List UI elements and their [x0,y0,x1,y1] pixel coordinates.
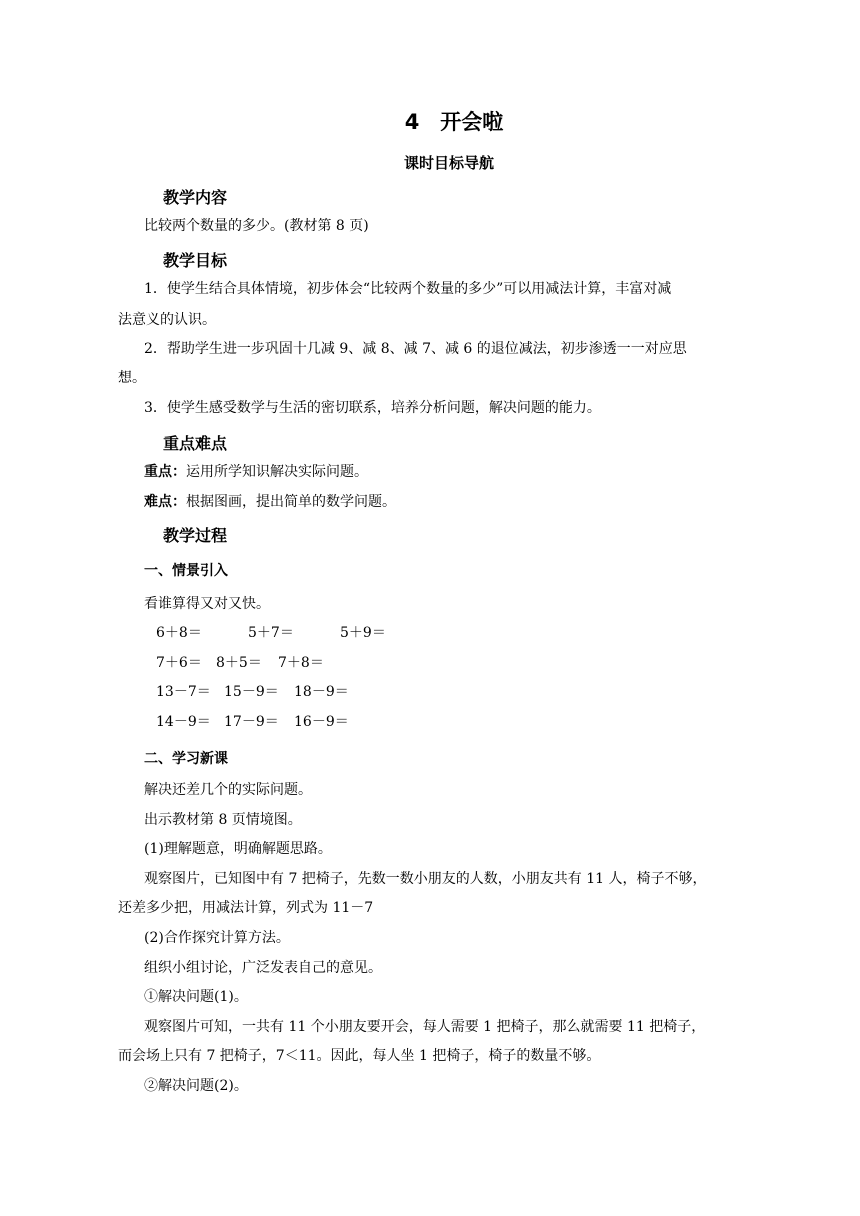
paragraph: 解决还差几个的实际问题。 [144,782,312,798]
paragraph: 观察图片可知，一共有 11 个小朋友要开会，每人需要 1 把椅子，那么就需要 11 把椅子， [144,1019,706,1035]
exercise-item: 16－9＝ [294,714,349,730]
exercise-item: 8＋5＝ [216,655,262,671]
exercise-item: 14－9＝ [156,714,211,730]
heading-key-points: 重点难点 [163,434,228,453]
exercise-item: 7＋8＝ [278,655,324,671]
paragraph: 组织小组讨论，广泛发表自己的意见。 [144,960,382,976]
paragraph: ②解决问题(2)。 [144,1078,248,1094]
exercise-item: 7＋6＝ [156,655,202,671]
goal-3: 3．使学生感受数学与生活的密切联系，培养分析问题，解决问题的能力。 [144,400,601,416]
lesson-subtitle: 课时目标导航 [403,154,494,172]
paragraph: 而会场上只有 7 把椅子，7＜11。因此，每人坐 1 把椅子，椅子的数量不够。 [118,1048,601,1064]
difficulty-text: 根据图画，提出简单的数学问题。 [186,494,396,510]
key-point [144,462,368,482]
exercise-item: 13－7＝ [156,684,211,700]
goal-1-line-1: 1．使学生结合具体情境，初步体会“比较两个数量的多少”可以用减法计算，丰富对减 [144,281,672,297]
heading-part-1: 一、情景引入 [144,563,228,579]
exercise-row [156,623,386,643]
paragraph: (2)合作探究计算方法。 [144,930,290,946]
lesson-title: 4 开会啦 [404,110,504,134]
exercise-item: 5＋9＝ [340,625,386,641]
exercise-row [156,682,349,702]
content-text: 比较两个数量的多少。(教材第 8 页) [144,218,369,234]
exercise-item: 15－9＝ [224,684,279,700]
exercise-item: 5＋7＝ [248,625,294,641]
heading-content: 教学内容 [163,188,228,207]
exercise-row [156,712,349,732]
part-1-text: 看谁算得又对又快。 [144,596,270,612]
difficulty-point [144,492,396,512]
difficulty-label: 难点： [144,494,186,510]
exercise-item: 18－9＝ [294,684,349,700]
goal-2-line-1: 2．帮助学生进一步巩固十几减 9、减 8、减 7、减 6 的退位减法，初步渗透一一对应思 [144,341,687,357]
goal-2-line-2: 想。 [118,370,146,386]
paragraph: (1)理解题意，明确解题思路。 [144,841,332,857]
exercise-row [156,653,324,673]
paragraph: 出示教材第 8 页情境图。 [144,812,302,828]
heading-process: 教学过程 [163,526,228,545]
exercise-item: 6＋8＝ [156,625,202,641]
paragraph: 观察图片，已知图中有 7 把椅子，先数一数小朋友的人数，小朋友共有 11 人，椅子不够， [144,871,707,887]
key-label: 重点： [144,464,186,480]
heading-part-2: 二、学习新课 [144,751,228,767]
goal-1-line-2: 法意义的认识。 [118,312,216,328]
exercise-item: 17－9＝ [224,714,279,730]
paragraph: 还差多少把，用减法计算，列式为 11－7 [118,900,374,916]
paragraph: ①解决问题(1)。 [144,989,248,1005]
key-text: 运用所学知识解决实际问题。 [186,464,368,480]
heading-goals: 教学目标 [163,251,228,270]
